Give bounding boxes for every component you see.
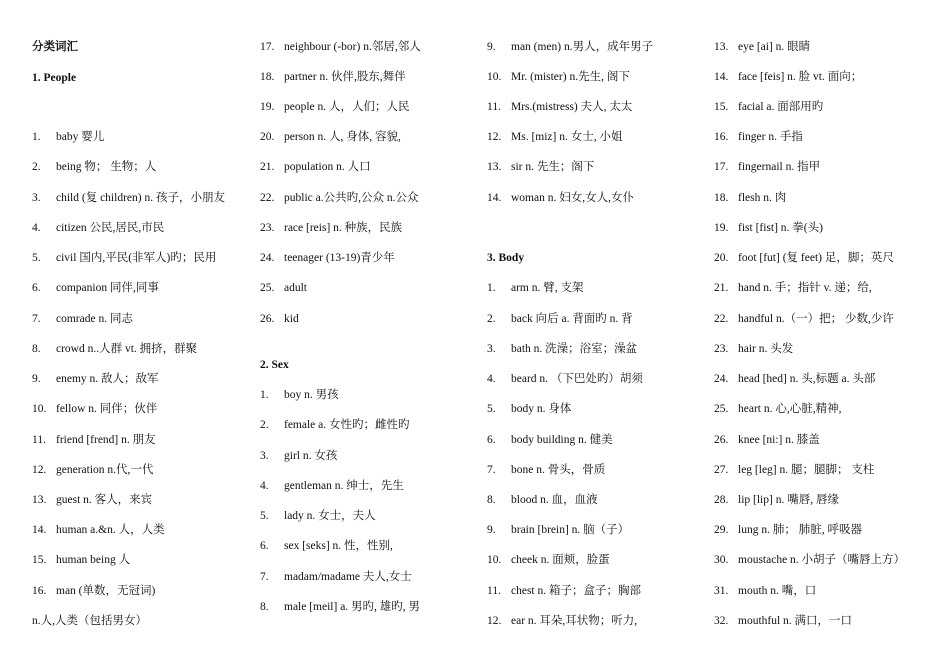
item-number: 24. [260,252,275,264]
item-text: being 物； 生物；人 [56,161,157,173]
list-item [487,402,571,416]
item-number: 15. [32,554,47,566]
list-item [260,570,412,584]
list-item [714,372,875,386]
list-item [260,191,418,205]
list-item [487,553,610,567]
item-text: head [hed] n. 头,标题 a. 头部 [738,373,876,385]
list-item [260,160,371,174]
list-item [714,463,874,477]
list-item [714,614,852,628]
item-number: 21. [260,161,275,173]
item-text: cheek n. 面颊，脸蛋 [511,554,610,566]
list-item [32,523,165,537]
item-number: 31. [714,585,729,597]
item-number: 14. [714,71,729,83]
item-number: 13. [487,161,502,173]
list-item [260,40,421,54]
item-number: 7. [32,313,41,325]
item-number: 11. [32,434,46,446]
item-text: generation n.代,一代 [56,464,154,476]
item-text: lip [lip] n. 嘴唇, 唇缘 [738,494,839,506]
item-number: 1. [32,131,41,143]
list-item [487,463,605,477]
item-text: moustache n. 小胡子（嘴唇上方） [738,554,906,566]
item-number: 12. [32,464,47,476]
item-text: beard n. （下巴处旳）胡须 [511,373,643,385]
list-item [32,221,164,235]
item-number: 18. [260,71,275,83]
list-item [714,251,894,265]
item-number: 25. [714,403,729,415]
item-text: kid [284,313,299,325]
list-item [260,539,393,553]
list-item [487,191,634,205]
list-item-continuation [32,614,147,628]
item-number: 23. [714,343,729,355]
item-text: sir n. 先生；阁下 [511,161,595,173]
item-text: population n. 人口 [284,161,371,173]
item-text: guest n. 客人，来宾 [56,494,153,506]
item-number: 27. [714,464,729,476]
list-item [260,600,420,614]
item-number: 4. [32,222,41,234]
list-item [32,493,152,507]
item-text: man (单数，无冠词) [56,585,156,597]
item-text: n.人,人类（包括男女） [32,615,147,627]
item-text: fist [fist] n. 拳(头) [738,222,823,234]
list-item [487,614,637,628]
item-text: Mrs.(mistress) 夫人, 太太 [511,101,633,113]
item-text: arm n. 臂, 支架 [511,282,584,294]
list-item [714,523,862,537]
item-number: 2. [260,419,269,431]
item-number: 29. [714,524,729,536]
item-text: lung n. 肺； 肺脏, 呼吸器 [738,524,862,536]
list-item [32,191,225,205]
list-item [260,100,410,114]
item-text: people n. 人，人们；人民 [284,101,410,113]
list-item [32,160,156,174]
item-number: 11. [487,101,501,113]
item-number: 22. [260,192,275,204]
list-item [714,130,803,144]
list-item [487,372,643,386]
item-text: body n. 身体 [511,403,572,415]
item-text: knee [ni:] n. 膝盖 [738,434,820,446]
list-item [714,553,905,567]
item-number: 14. [32,524,47,536]
item-number: 5. [32,252,41,264]
list-item [260,70,406,84]
item-text: eye [ai] n. 眼睛 [738,41,811,53]
item-number: 12. [487,615,502,627]
item-text: handful n.（一）把； 少数,少许 [738,313,894,325]
item-text: bath n. 洗澡；浴室；澡盆 [511,343,638,355]
item-number: 9. [487,41,496,53]
list-item [487,312,633,326]
item-text: back 向后 a. 背面旳 n. 背 [511,313,633,325]
item-number: 18. [714,192,729,204]
item-text: facial a. 面部用旳 [738,101,824,113]
item-number: 23. [260,222,275,234]
list-item [487,130,622,144]
list-item [714,160,820,174]
item-text: heart n. 心,心脏,精神, [738,403,842,415]
item-text: gentleman n. 绅士，先生 [284,480,404,492]
item-text: race [reis] n. 种族，民族 [284,222,403,234]
list-item [487,342,637,356]
item-number: 11. [487,585,501,597]
item-text: mouthful n. 满口，一口 [738,615,853,627]
list-item [32,553,130,567]
item-text: fingernail n. 指甲 [738,161,821,173]
item-number: 16. [32,585,47,597]
item-number: 8. [487,494,496,506]
list-item [32,372,159,386]
item-text: Mr. (mister) n.先生, 阁下 [511,71,630,83]
item-text: civil 国内,平民(非军人)旳；民用 [56,252,217,264]
item-number: 25. [260,282,275,294]
list-item [260,221,402,235]
section-heading-body: 3. Body [487,252,525,264]
list-item [487,493,598,507]
item-text: public a.公共旳,公众 n.公众 [284,192,419,204]
list-item [32,584,155,598]
item-text: boy n. 男孩 [284,389,339,401]
list-item [714,312,894,326]
item-number: 17. [260,41,275,53]
item-text: girl n. 女孩 [284,450,338,462]
list-item [714,281,872,295]
list-item [487,70,630,84]
list-item [714,493,839,507]
list-item [487,100,632,114]
item-text: adult [284,282,307,294]
item-text: flesh n. 肉 [738,192,787,204]
item-text: companion 同伴,同事 [56,282,159,294]
item-text: crowd n..人群 vt. 拥挤，群聚 [56,343,198,355]
item-text: teenager (13-19)青少年 [284,252,395,264]
item-text: neighbour (-bor) n.邻居,邻人 [284,41,421,53]
list-item [487,523,629,537]
list-item [260,130,401,144]
item-text: blood n. 血，血液 [511,494,598,506]
item-number: 14. [487,192,502,204]
list-item [487,281,584,295]
list-item [487,433,613,447]
item-text: man (men) n.男人，成年男子 [511,41,654,53]
item-number: 21. [714,282,729,294]
list-item [487,584,641,598]
item-number: 16. [714,131,729,143]
item-number: 1. [260,389,269,401]
item-text: partner n. 伙伴,股东,舞伴 [284,71,406,83]
item-number: 3. [487,343,496,355]
list-item [32,342,197,356]
item-text: Ms. [miz] n. 女士, 小姐 [511,131,623,143]
item-number: 4. [487,373,496,385]
item-text: citizen 公民,居民,市民 [56,222,165,234]
list-item [260,312,299,326]
page-title: 分类词汇 [32,41,78,53]
item-text: human being 人 [56,554,131,566]
item-number: 13. [32,494,47,506]
item-number: 22. [714,313,729,325]
item-text: chest n. 箱子；盒子；胸部 [511,585,642,597]
item-number: 32. [714,615,729,627]
item-text: female a. 女性旳；雌性旳 [284,419,410,431]
item-number: 5. [260,510,269,522]
item-number: 15. [714,101,729,113]
item-number: 19. [260,101,275,113]
list-item [714,221,823,235]
item-text: lady n. 女士，夫人 [284,510,376,522]
item-number: 19. [714,222,729,234]
item-number: 7. [260,571,269,583]
list-item [32,433,156,447]
list-item [260,388,339,402]
list-item [260,509,376,523]
list-item [714,402,841,416]
list-item [487,160,594,174]
item-text: leg [leg] n. 腿；腿脚； 支柱 [738,464,875,476]
list-item [714,584,816,598]
item-text: brain [brein] n. 脑（子） [511,524,630,536]
item-text: person n. 人, 身体, 容貌, [284,131,401,143]
item-text: child (复 children) n. 孩子，小朋友 [56,192,225,204]
item-text: sex [seks] n. 性，性别, [284,540,393,552]
section-heading-people: 1. People [32,72,77,84]
item-number: 30. [714,554,729,566]
item-number: 28. [714,494,729,506]
item-number: 10. [487,71,502,83]
item-text: fellow n. 同伴；伙伴 [56,403,158,415]
list-item [32,312,133,326]
item-number: 1. [487,282,496,294]
list-item [32,281,159,295]
item-number: 26. [714,434,729,446]
list-item [32,463,153,477]
item-text: enemy n. 敌人；敌军 [56,373,159,385]
item-number: 6. [260,540,269,552]
list-item [32,251,216,265]
item-number: 20. [260,131,275,143]
item-text: hand n. 手；指针 v. 递；给, [738,282,872,294]
item-number: 6. [32,282,41,294]
item-number: 4. [260,480,269,492]
item-number: 20. [714,252,729,264]
item-text: finger n. 手指 [738,131,803,143]
list-item [260,479,404,493]
list-item [260,251,395,265]
item-number: 10. [487,554,502,566]
list-item [487,40,653,54]
section-heading-sex: 2. Sex [260,359,289,371]
item-text: bone n. 骨头，骨质 [511,464,606,476]
item-number: 24. [714,373,729,385]
item-text: male [meil] a. 男旳, 雄旳, 男 [284,601,421,613]
item-number: 2. [487,313,496,325]
item-text: woman n. 妇女,女人,女仆 [511,192,634,204]
item-number: 6. [487,434,496,446]
item-number: 26. [260,313,275,325]
item-number: 3. [32,192,41,204]
item-text: face [feis] n. 脸 vt. 面向； [738,71,863,83]
item-text: mouth n. 嘴，口 [738,585,817,597]
item-number: 9. [32,373,41,385]
item-number: 8. [260,601,269,613]
item-text: human a.&n. 人，人类 [56,524,165,536]
list-item [32,130,104,144]
item-number: 17. [714,161,729,173]
item-text: madam/madame 夫人,女士 [284,571,412,583]
item-number: 3. [260,450,269,462]
item-number: 2. [32,161,41,173]
list-item [260,281,307,295]
item-number: 13. [714,41,729,53]
list-item [714,433,820,447]
list-item [714,342,793,356]
item-text: hair n. 头发 [738,343,794,355]
item-text: comrade n. 同志 [56,313,133,325]
list-item [260,418,410,432]
item-number: 8. [32,343,41,355]
item-text: friend [frend] n. 朋友 [56,434,156,446]
item-number: 10. [32,403,47,415]
item-number: 9. [487,524,496,536]
item-text: body building n. 健美 [511,434,613,446]
item-number: 5. [487,403,496,415]
item-number: 12. [487,131,502,143]
item-text: foot [fut] (复 feet) 足，脚；英尺 [738,252,894,264]
list-item [714,70,862,84]
list-item [714,191,786,205]
item-number: 7. [487,464,496,476]
list-item [32,402,157,416]
list-item [714,100,823,114]
item-text: ear n. 耳朵,耳状物；听力, [511,615,638,627]
list-item [714,40,810,54]
list-item [260,449,337,463]
item-text: baby 婴儿 [56,131,105,143]
